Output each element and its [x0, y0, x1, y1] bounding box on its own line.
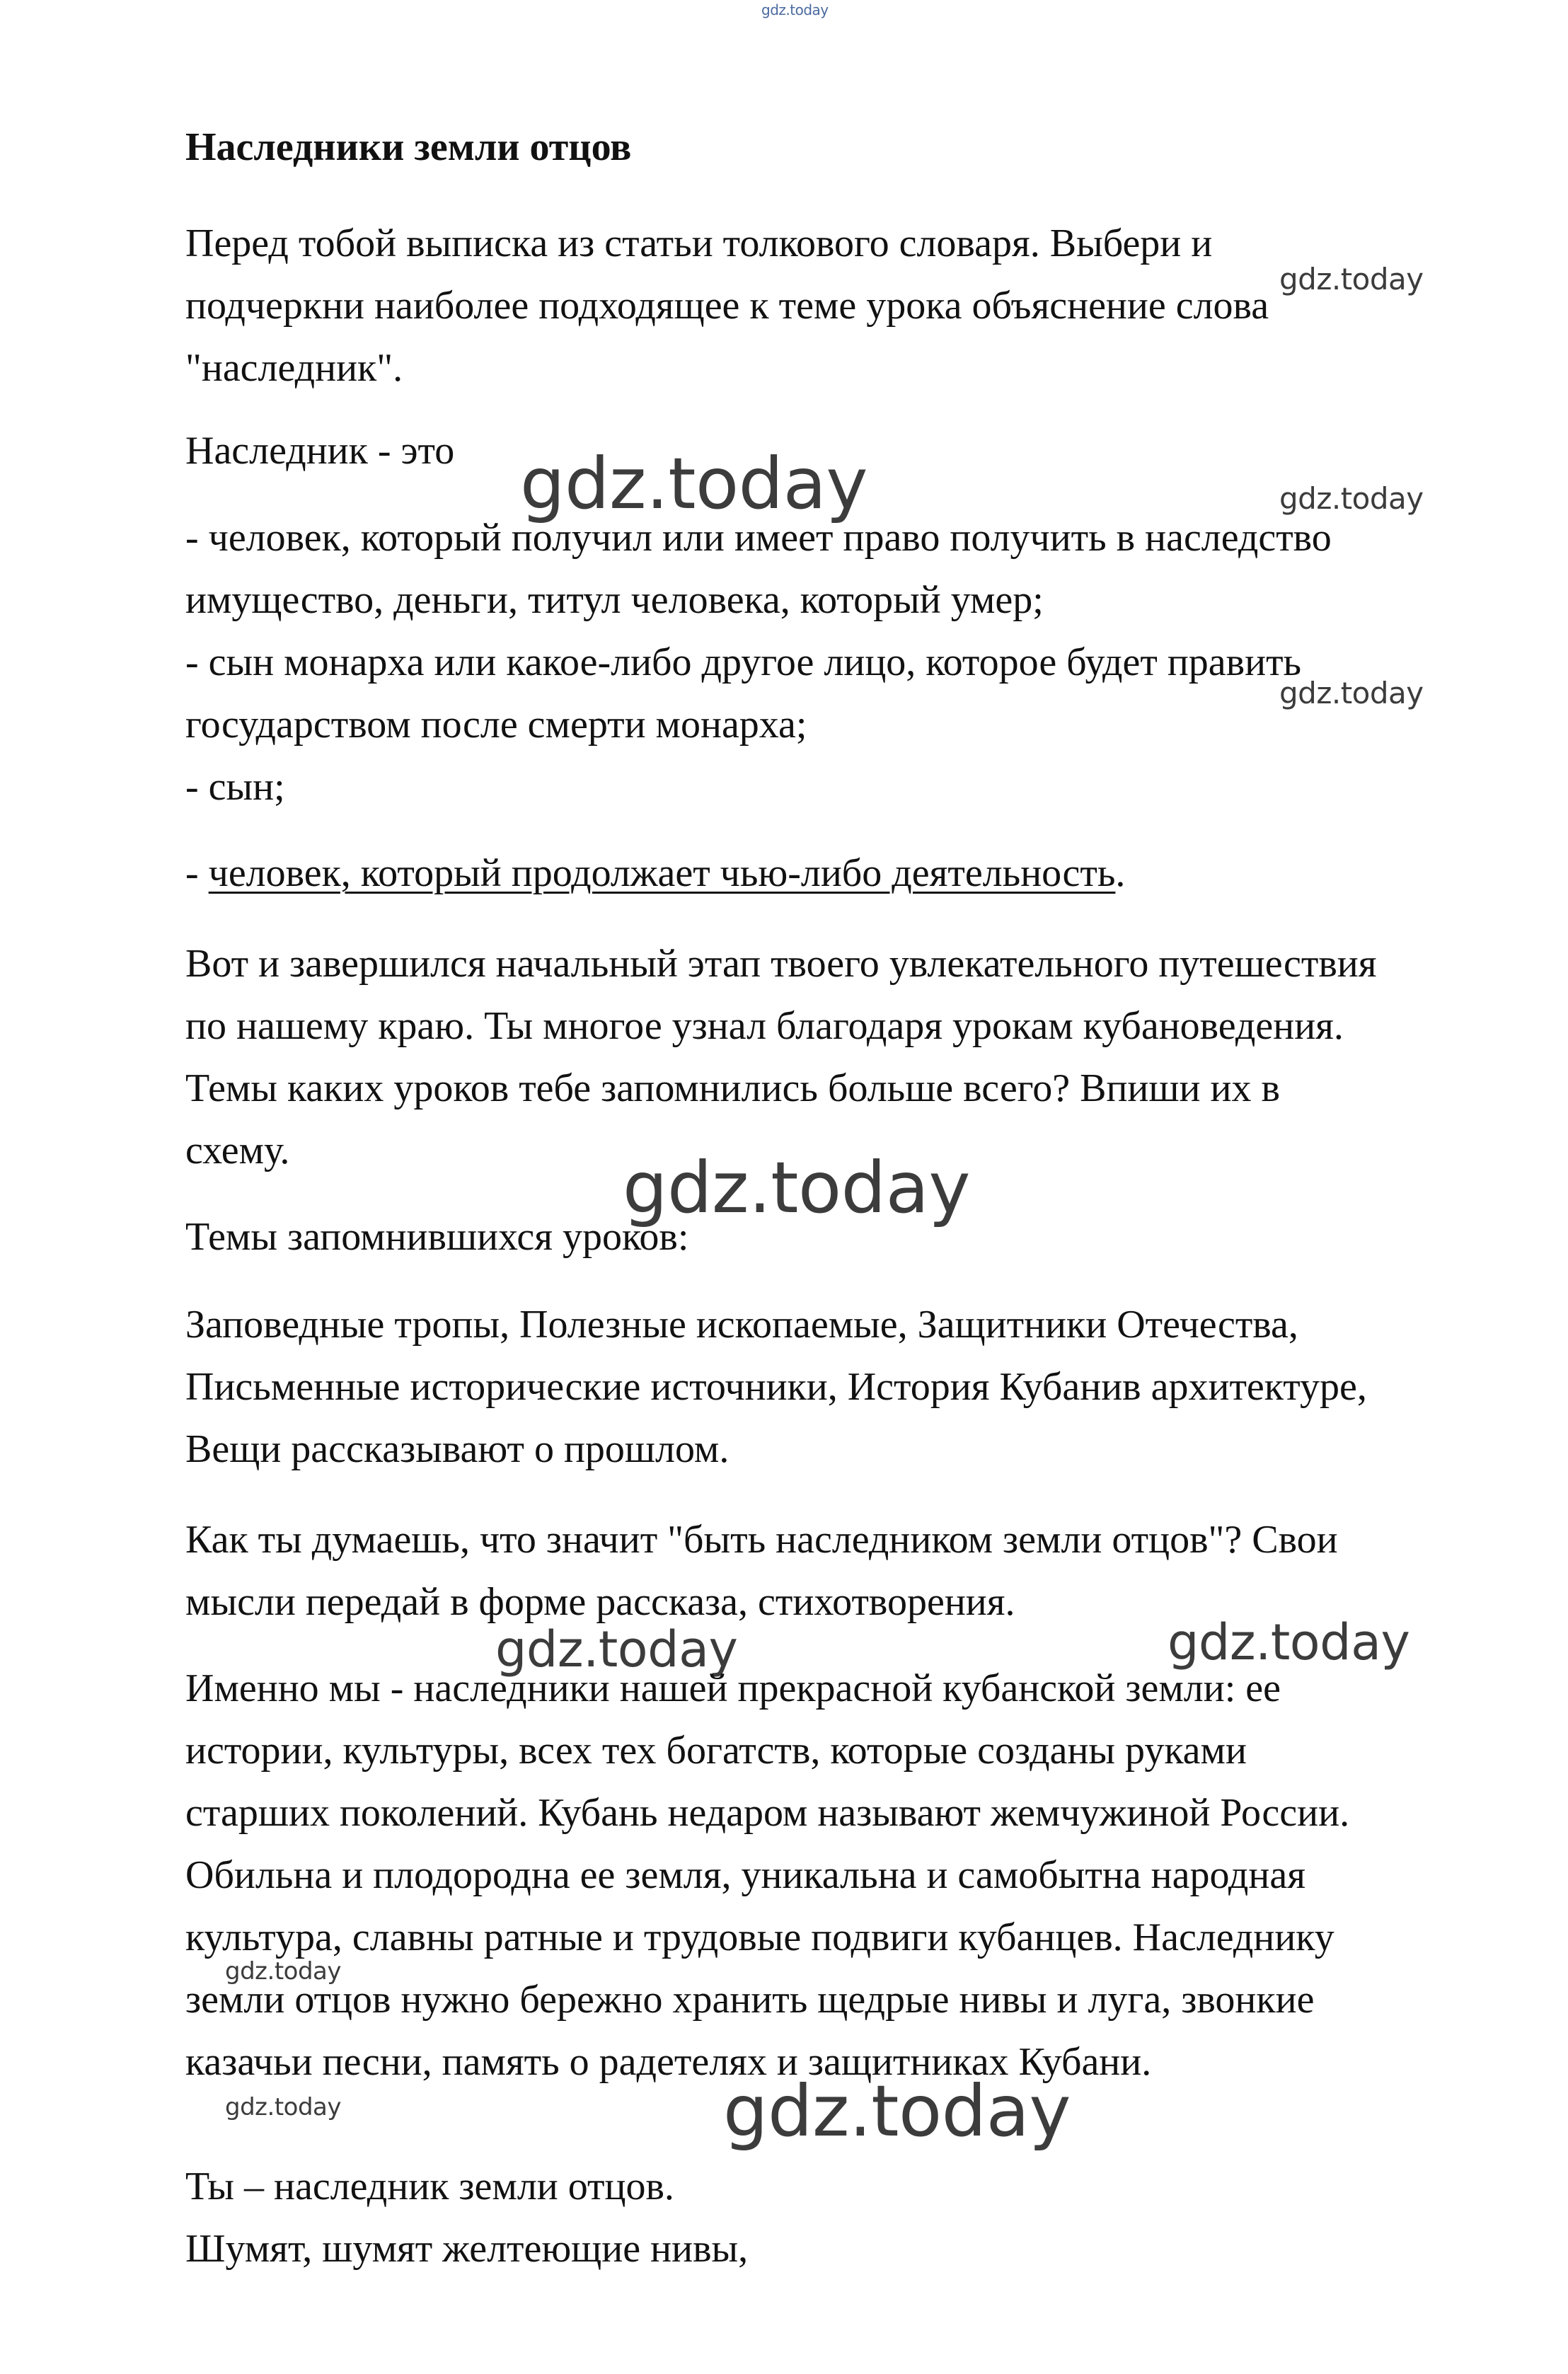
topics-line: Заповедные тропы, Полезные ископаемые, Защитники Отечества, [185, 1303, 1298, 1347]
watermark: gdz.today [1279, 262, 1424, 296]
intro-line: подчеркни наиболее подходящее к теме урока объяснение слова [185, 284, 1269, 328]
task2-line: Темы каких уроков тебе запомнились больше всего? Впиши их в [185, 1066, 1280, 1110]
task2-line: по нашему краю. Ты многое узнал благодаря урокам кубановедения. [185, 1004, 1344, 1048]
poem-line: Ты – наследник земли отцов. [185, 2165, 674, 2208]
page-title: Наследники земли отцов [185, 125, 632, 169]
definition-line: имущество, деньги, титул человека, который умер; [185, 578, 1044, 622]
task3-line: мысли передай в форме рассказа, стихотворения. [185, 1580, 1015, 1624]
watermark: gdz.today [723, 2070, 1071, 2153]
poem-line: Шумят, шумят желтеющие нивы, [185, 2227, 749, 2271]
definition-line: - сын; [185, 765, 285, 809]
story-line: Обильна и плодородна ее земля, уникальна и самобытна народная [185, 1853, 1305, 1897]
story-line: истории, культуры, всех тех богатств, которые созданы руками [185, 1729, 1247, 1773]
intro-line: "наследник". [185, 346, 403, 390]
watermark: gdz.today [1279, 481, 1424, 516]
story-line: земли отцов нужно бережно хранить щедрые нивы и луга, звонкие [185, 1978, 1315, 2022]
definition-line: государством после смерти монарха; [185, 703, 807, 747]
watermark: gdz.today [225, 2093, 341, 2121]
task2-line: Вот и завершился начальный этап твоего увлекательного путешествия [185, 942, 1377, 986]
topics-line: Вещи рассказывают о прошлом. [185, 1427, 730, 1471]
task2-line: схему. [185, 1129, 290, 1172]
definition-selected [185, 851, 1125, 896]
watermark: gdz.today [225, 1957, 341, 1986]
task3-line: Как ты думаешь, что значит "быть наследником земли отцов"? Свои [185, 1518, 1338, 1562]
watermark: gdz.today [1168, 1613, 1410, 1671]
story-line: Именно мы - наследники нашей прекрасной кубанской земли: ее [185, 1666, 1281, 1710]
watermark: gdz.today [1279, 676, 1424, 710]
definition-lead: Наследник - это [185, 429, 455, 473]
watermark-top: gdz.today [761, 1, 829, 18]
topics-line: Письменные исторические источники, История Кубанив архитектуре, [185, 1365, 1367, 1409]
watermark: gdz.today [495, 1620, 738, 1678]
definition-prefix: - [185, 851, 209, 895]
story-line: старших поколений. Кубань недаром называют жемчужиной России. [185, 1791, 1350, 1835]
watermark: gdz.today [520, 442, 868, 525]
underlined-answer: человек, который продолжает чью-либо деятельность [208, 851, 1116, 895]
definition-line: - человек, который получил или имеет право получить в наследство [185, 516, 1332, 560]
story-line: казачьи песни, память о радетелях и защитниках Кубани. [185, 2040, 1152, 2084]
topics-heading: Темы запомнившихся уроков: [185, 1215, 689, 1259]
intro-line: Перед тобой выписка из статьи толкового словаря. Выбери и [185, 221, 1213, 265]
watermark: gdz.today [623, 1146, 971, 1229]
definition-suffix: . [1115, 851, 1126, 895]
story-line: культура, славны ратные и трудовые подвиги кубанцев. Наследнику [185, 1915, 1334, 1959]
definition-line: - сын монарха или какое-либо другое лицо, которое будет править [185, 640, 1302, 684]
